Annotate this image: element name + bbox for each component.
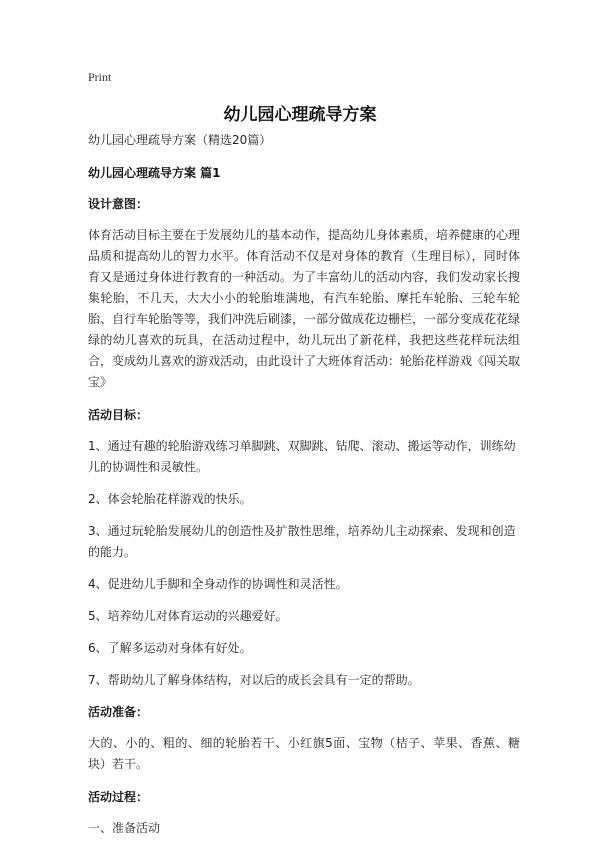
- process-step: 一、准备活动: [88, 821, 161, 835]
- design-heading: 设计意图：: [88, 197, 149, 211]
- prep-paragraph: 大的、小的、粗的、细的轮胎若干、小红旗5面、宝物（桔子、苹果、香蕉、糖块）若干。: [88, 736, 520, 771]
- goal-item: 3、通过玩轮胎发展幼儿的创造性及扩散性思维，培养幼儿主动探索、发现和创造的能力。: [88, 524, 516, 559]
- goals-list: [88, 436, 520, 691]
- page-title: 幼儿园心理疏导方案: [223, 105, 377, 125]
- goal-item: 4、促进幼儿手脚和全身动作的协调性和灵活性。: [88, 577, 348, 591]
- goal-item: 2、体会轮胎花样游戏的快乐。: [88, 492, 252, 506]
- document-body: [88, 130, 520, 850]
- goal-item: 5、培养幼儿对体育运动的兴趣爱好。: [88, 609, 288, 623]
- process-heading: 活动过程：: [88, 790, 149, 804]
- prep-heading: 活动准备：: [88, 705, 149, 719]
- goal-item: 1、通过有趣的轮胎游戏练习单脚跳、双脚跳、钻爬、滚动、搬运等动作，训练幼儿的协调性和灵敏性。: [88, 439, 516, 474]
- goals-heading: 活动目标：: [88, 408, 149, 422]
- goal-item: 7、帮助幼儿了解身体结构，对以后的成长会具有一定的帮助。: [88, 673, 420, 687]
- document-subtitle: 幼儿园心理疏导方案（精选20篇）: [88, 133, 272, 147]
- goal-item: 6、了解多运动对身体有好处。: [88, 641, 252, 655]
- design-paragraph: 体育活动目标主要在于发展幼儿的基本动作，提高幼儿身体素质，培养健康的心理品质和提高幼儿的智力水平。体育活动不仅是对身体的教育（生理目标），同时体育又是通过身体进行教育的一种活动。为了丰富幼儿的活动内容，我们发动家长搜集轮胎，不几天，大大小小的轮胎堆满地，有汽车轮胎、摩托车轮胎、三轮车轮胎、自行车轮胎等等，我们冲洗后刷漆，一部分做成花边栅栏，一部分变成花花绿绿的幼儿喜欢的玩具，在活动过程中，幼儿玩出了新花样，我把这些花样玩法组合，变成幼儿喜欢的游戏活动，由此设计了大班体育活动：轮胎花样游戏《闯关取宝》: [88, 228, 521, 389]
- print-link[interactable]: Print: [88, 70, 112, 84]
- section-title: 幼儿园心理疏导方案 篇1: [88, 166, 221, 180]
